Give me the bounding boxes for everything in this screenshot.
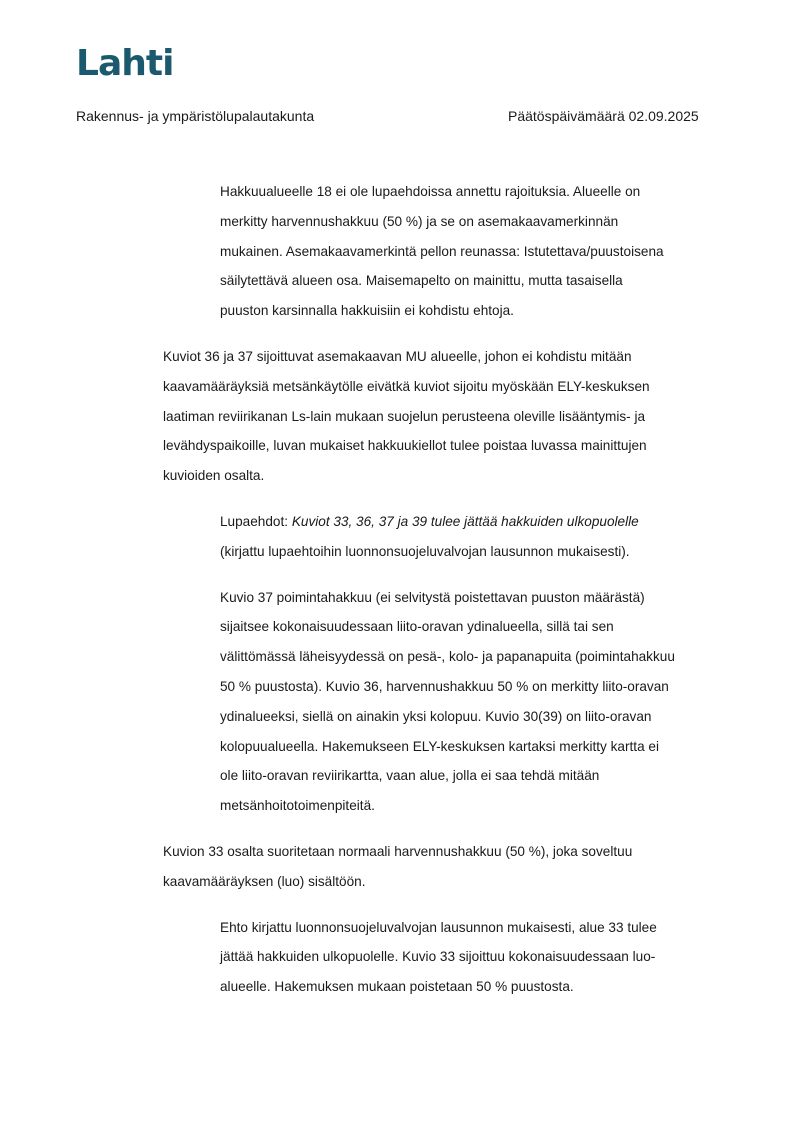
text-line: kuvioiden osalta. bbox=[163, 468, 265, 484]
text-line: kaavamääräyksen (luo) sisältöön. bbox=[163, 873, 366, 889]
text-line: alueelle. Hakemuksen mukaan poistetaan 50 % puustosta. bbox=[220, 979, 574, 995]
text-line: Kuviot 36 ja 37 sijoittuvat asemakaavan MU alueelle, johon ei kohdistu mitään bbox=[163, 348, 632, 364]
text-line: Hakkuualueelle 18 ei ole lupaehdoissa annettu rajoituksia. Alueelle on bbox=[220, 184, 641, 199]
paragraph-kuvio-37 bbox=[220, 583, 720, 821]
document-body bbox=[0, 177, 793, 1018]
text-line: sijaitsee kokonaisuudessaan liito-oravan ydinalueella, sillä tai sen bbox=[220, 619, 614, 635]
paragraph-lupaehdot bbox=[220, 507, 720, 567]
text-line: puuston karsinnalla hakkuisiin ei kohdistu ehtoja. bbox=[220, 303, 514, 319]
text-line: kolopuualueella. Hakemukseen ELY-keskuksen kartaksi merkitty kartta ei bbox=[220, 738, 659, 754]
decision-date: Päätöspäivämäärä 02.09.2025 bbox=[508, 108, 699, 124]
text-line: kaavamääräyksiä metsänkäytölle eivätkä kuviot sijoitu myöskään ELY-keskuksen bbox=[163, 378, 650, 394]
text-line: levähdyspaikoille, luvan mukaiset hakkuukiellot tulee poistaa luvassa mainittujen bbox=[163, 438, 647, 454]
text-line: merkitty harvennushakkuu (50 %) ja se on asemakaavamerkinnän bbox=[220, 213, 619, 229]
text-line: (kirjattu lupaehtoihin luonnonsuojeluvalvojan lausunnon mukaisesti). bbox=[220, 543, 630, 559]
paragraph-area-18 bbox=[220, 177, 720, 326]
lupaehdot-prefix: Lupaehdot: bbox=[220, 513, 292, 529]
text-line bbox=[220, 507, 720, 537]
text-line: laatiman reviirikanan Ls-lain mukaan suojelun perusteena oleville lisääntymis- ja bbox=[163, 408, 646, 424]
text-line: jättää hakkuiden ulkopuolelle. Kuvio 33 sijoittuu kokonaisuudessaan luo- bbox=[220, 949, 656, 965]
text-line: ole liito-oravan reviirikartta, vaan alue, jolla ei saa tehdä mitään bbox=[220, 768, 600, 784]
lupaehdot-italic: Kuviot 33, 36, 37 ja 39 tulee jättää hakkuiden ulkopuolelle bbox=[291, 513, 639, 529]
department-name: Rakennus- ja ympäristölupalautakunta bbox=[76, 108, 315, 124]
paragraph-ehto bbox=[220, 913, 720, 1002]
text-line: välittömässä läheisyydessä on pesä-, kolo- ja papanapuita (poimintahakkuu bbox=[220, 649, 675, 665]
text-line: Ehto kirjattu luonnonsuojeluvalvojan lausunnon mukaisesti, alue 33 tulee bbox=[220, 919, 657, 935]
text-line: ydinalueeksi, siellä on ainakin yksi kolopuu. Kuvio 30(39) on liito-oravan bbox=[220, 708, 652, 724]
text-line: 50 % puustosta). Kuvio 36, harvennushakkuu 50 % on merkitty liito-oravan bbox=[220, 678, 669, 694]
text-line: Kuvion 33 osalta suoritetaan normaali harvennushakkuu (50 %), joka soveltuu bbox=[163, 843, 633, 859]
paragraph-kuviot-36-37 bbox=[163, 342, 723, 491]
text-line: metsänhoitotoimenpiteitä. bbox=[220, 798, 375, 814]
lahti-logo: Lahti bbox=[76, 43, 174, 84]
text-line: mukainen. Asemakaavamerkintä pellon reunassa: Istutettava/puustoisena bbox=[220, 243, 664, 259]
paragraph-kuvio-33 bbox=[163, 837, 723, 897]
text-line: säilytettävä alueen osa. Maisemapelto on mainittu, mutta tasaisella bbox=[220, 273, 623, 289]
text-line: Kuvio 37 poimintahakkuu (ei selvitystä poistettavan puuston määrästä) bbox=[220, 589, 645, 605]
